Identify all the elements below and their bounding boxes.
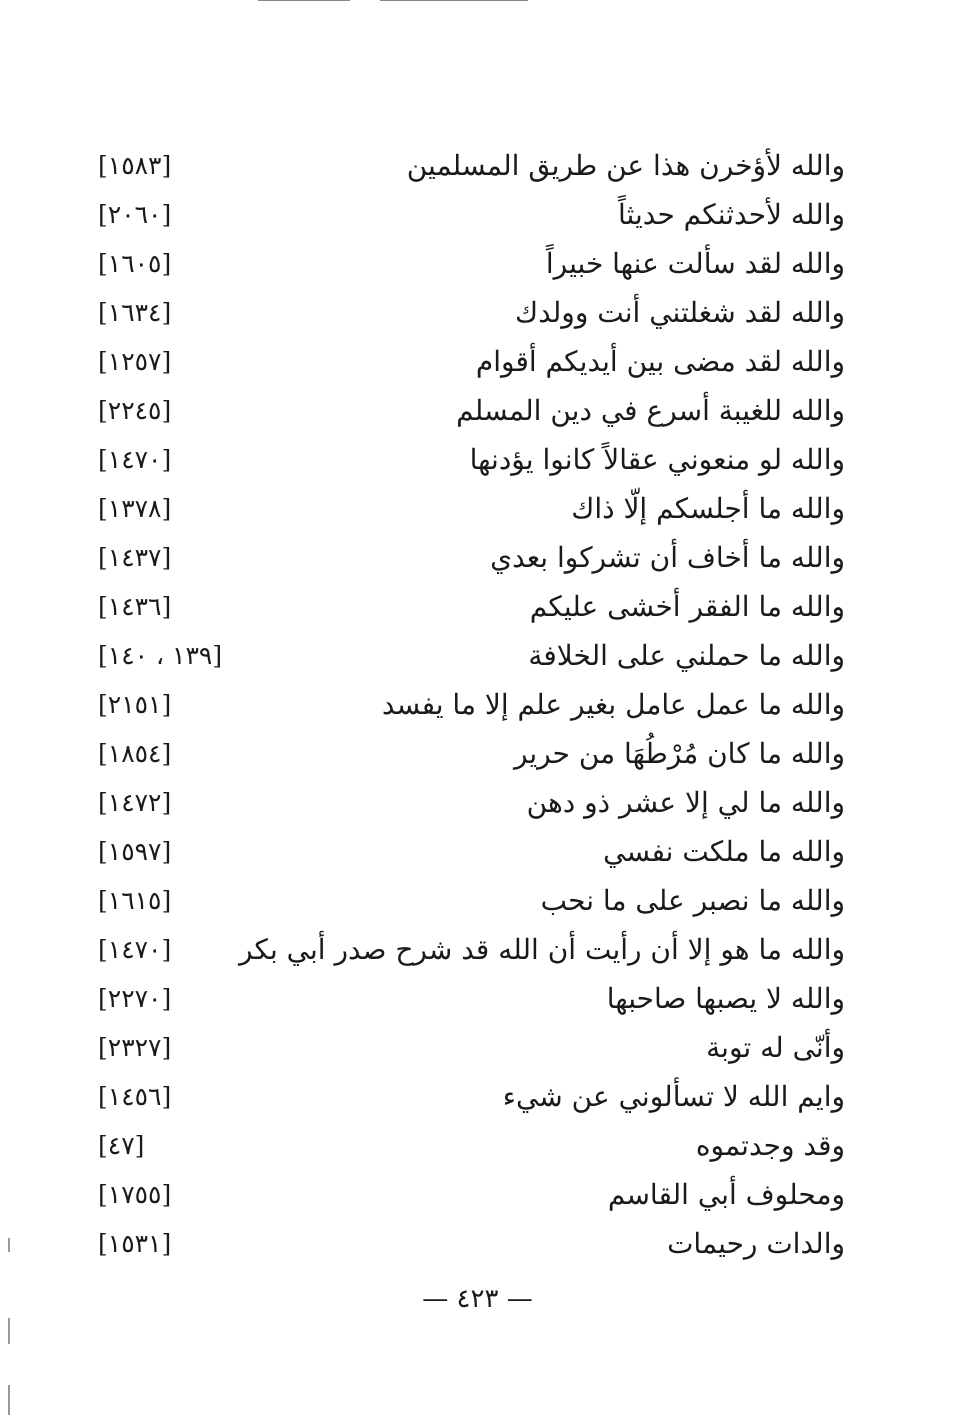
- entry-text: والله لقد سألت عنها خبيراً: [545, 247, 845, 280]
- entry-reference: [١٦٣٤]: [98, 298, 172, 327]
- index-entry: [0, 191, 955, 239]
- margin-mark: [8, 1318, 10, 1344]
- entry-reference: [٢٠٦٠]: [98, 200, 172, 229]
- entry-text: والله لو منعوني عقالاً كانوا يؤدنها: [469, 443, 845, 476]
- entry-text: والله ما الفقر أخشى عليكم: [529, 590, 845, 623]
- top-rule-left: [258, 0, 350, 1]
- entry-reference: [١٧٥٥]: [98, 1180, 172, 1209]
- entry-text: والله لأؤخرن هذا عن طريق المسلمين: [406, 149, 845, 182]
- entry-reference: [٢٢٤٥]: [98, 396, 172, 425]
- index-entry: [0, 485, 955, 533]
- index-entry: [0, 436, 955, 484]
- entry-reference: [١٦٠٥]: [98, 249, 172, 278]
- entry-text: والله ما لي إلا عشر ذو دهن: [526, 786, 845, 819]
- entry-text: والله ما عمل عامل بغير علم إلا ما يفسد: [381, 688, 845, 721]
- entry-text: والله للغيبة أسرع في دين المسلم: [456, 394, 845, 427]
- entry-text: وايم الله لا تسألوني عن شيء: [502, 1080, 845, 1113]
- entry-text: والله لا يصبها صاحبها: [606, 982, 845, 1015]
- index-entry: [0, 632, 955, 680]
- index-entry: [0, 289, 955, 337]
- entry-text: والله لقد شغلتني أنت وولدك: [515, 296, 845, 329]
- entry-text: والله لقد مضى بين أيديكم أقوام: [475, 345, 845, 378]
- index-entry: [0, 240, 955, 288]
- index-entry: [0, 681, 955, 729]
- index-entry: [0, 1024, 955, 1072]
- index-entry: [0, 142, 955, 190]
- index-entry: [0, 975, 955, 1023]
- entry-text: والدات رحيمات: [667, 1227, 845, 1260]
- entry-text: وأنّى له توبة: [706, 1031, 845, 1064]
- index-entry: [0, 1171, 955, 1219]
- entry-reference: [٢١٥١]: [98, 690, 172, 719]
- entry-reference: [٢٢٧٠]: [98, 984, 172, 1013]
- entry-text: والله لأحدثنكم حديثاً: [617, 198, 845, 231]
- entry-reference: [١٥٨٣]: [98, 151, 172, 180]
- entry-text: والله ما أجلسكم إلّا ذاك: [571, 492, 845, 525]
- entry-reference: [٢٣٢٧]: [98, 1033, 172, 1062]
- index-entry: [0, 1122, 955, 1170]
- entry-text: والله ما نصبر على ما نحب: [540, 884, 845, 917]
- entry-text: وقد وجدتموه: [695, 1129, 845, 1162]
- entry-reference: [١٢٥٧]: [98, 347, 172, 376]
- entry-reference: [١٤٧٠]: [98, 445, 172, 474]
- entry-reference: [١٤٥٦]: [98, 1082, 172, 1111]
- index-entry: [0, 828, 955, 876]
- index-entry: [0, 1073, 955, 1121]
- index-entry: [0, 779, 955, 827]
- index-entry: [0, 877, 955, 925]
- entry-reference: [١٤٧٢]: [98, 788, 172, 817]
- entry-reference: [١٥٣١]: [98, 1229, 172, 1258]
- index-entry: [0, 583, 955, 631]
- entry-reference: [١٤٣٧]: [98, 543, 172, 572]
- entry-reference: [١٦١٥]: [98, 886, 172, 915]
- entry-reference: [١٥٩٧]: [98, 837, 172, 866]
- entry-reference: [١٣٧٨]: [98, 494, 172, 523]
- entry-text: والله ما حملني على الخلافة: [528, 639, 845, 672]
- index-entry: [0, 338, 955, 386]
- entry-reference: [١٣٩ ، ١٤٠]: [98, 641, 223, 670]
- entry-text: ومحلوف أبي القاسم: [607, 1178, 845, 1211]
- index-entry: [0, 730, 955, 778]
- entry-text: والله ما كان مُرْطُهَا من حرير: [513, 737, 845, 770]
- top-rule-right: [380, 0, 528, 1]
- index-entry: [0, 534, 955, 582]
- index-entry: [0, 926, 955, 974]
- entry-text: والله ما ملكت نفسي: [603, 835, 845, 868]
- entry-reference: [٤٧]: [98, 1131, 145, 1160]
- entry-reference: [١٤٧٠]: [98, 935, 172, 964]
- index-entry: [0, 1220, 955, 1268]
- entry-reference: [١٤٣٦]: [98, 592, 172, 621]
- entry-reference: [١٨٥٤]: [98, 739, 172, 768]
- margin-mark: [8, 1385, 10, 1415]
- index-entry: [0, 387, 955, 435]
- entry-text: والله ما هو إلا أن رأيت أن الله قد شرح صدر أبي بكر: [239, 933, 845, 966]
- entry-text: والله ما أخاف أن تشركوا بعدي: [490, 541, 845, 574]
- page-number: — ٤٢٣ —: [422, 1284, 533, 1314]
